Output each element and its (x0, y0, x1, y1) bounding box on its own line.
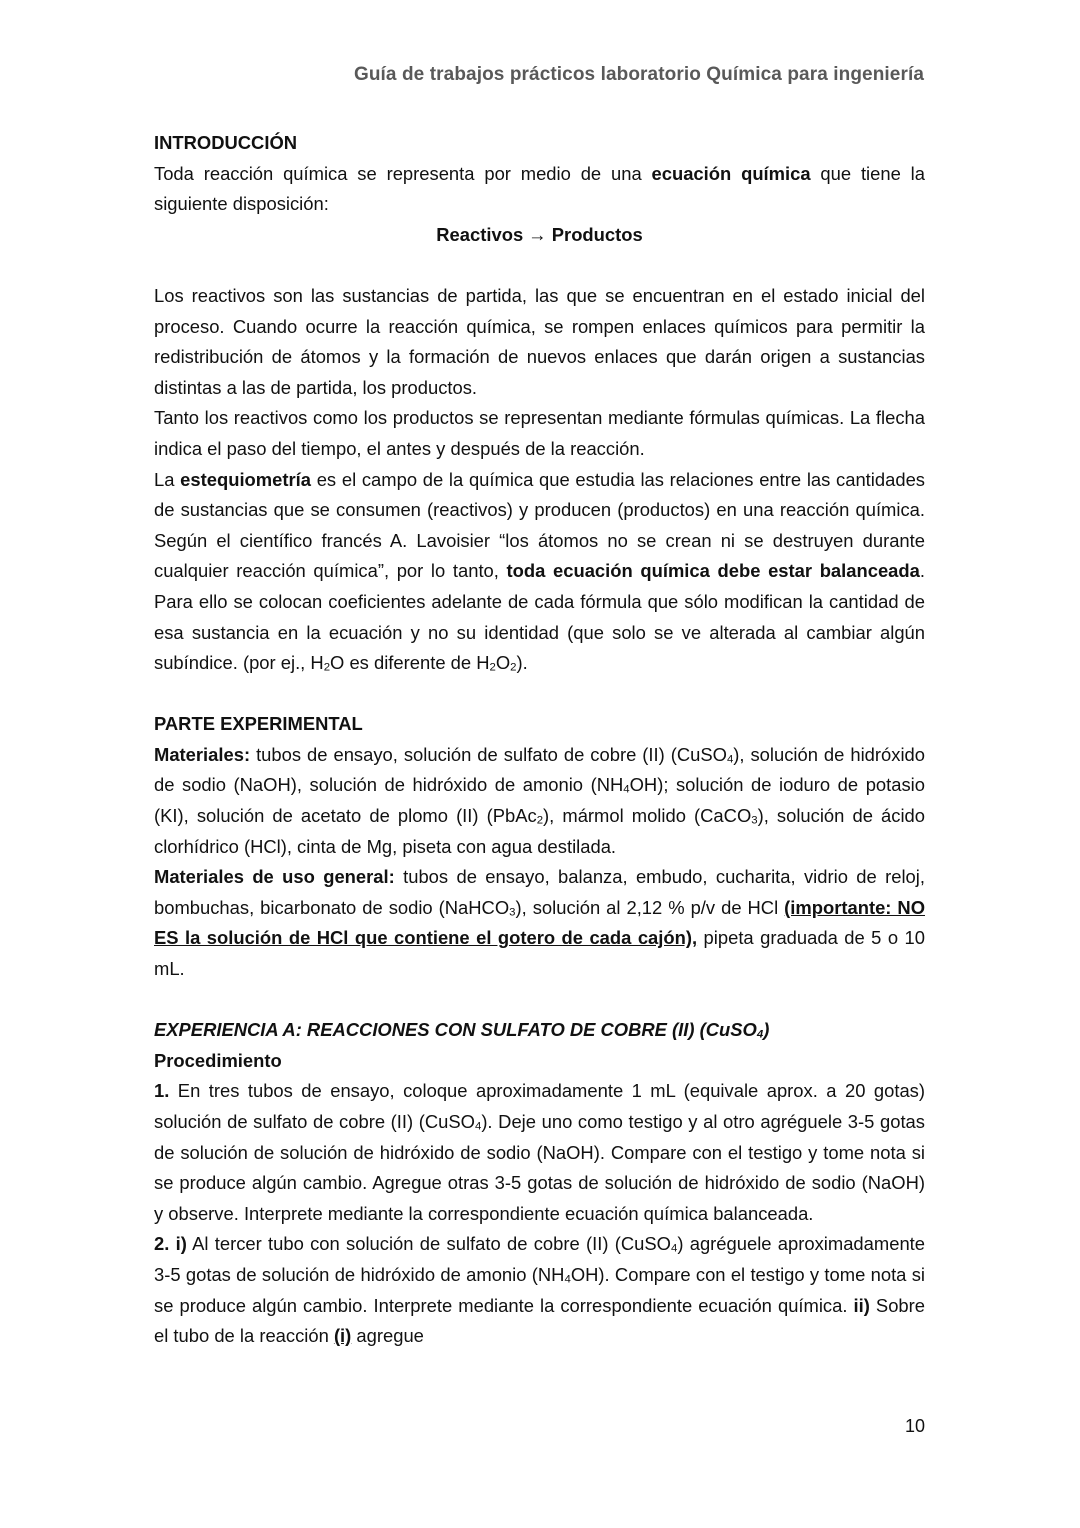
text-span: EXPERIENCIA A: REACCIONES CON SULFATO DE COBRE (II) (CuSO (154, 1019, 757, 1041)
subscript: 4 (623, 784, 630, 797)
text-span: ) agréguele aproximadamente 3-5 gotas de solución de hidróxido de amonio (NH (154, 1233, 926, 1285)
spacer (154, 985, 925, 1016)
text-span: OH). Compare con el testigo y tome nota si se produce algún cambio. Interprete mediante la correspondiente ecuación química. (154, 1263, 925, 1316)
intro-paragraph-2: Los reactivos son las sustancias de partida, las que se encuentran en el estado inicial del proceso. Cuando ocurre la reacción química, se rompen enlaces químicos para permitir la redistribución de átomos y la formación de nuevos enlaces que darán origen a sustancias distintas a las de partida, los productos. (154, 284, 925, 398)
step-number: 2. (154, 1233, 170, 1255)
subscript: 4 (756, 1028, 764, 1041)
subscript: 4 (564, 1273, 571, 1286)
intro-paragraph-4 (154, 465, 925, 679)
materiales-generales-paragraph (154, 862, 925, 984)
step-number: 1. (154, 1080, 170, 1102)
text-span: Toda reacción química se representa por medio de una (154, 162, 652, 184)
text-span: ), solución al 2,12 % p/v de HCl (515, 896, 785, 918)
text-span: En tres tubos de ensayo, coloque aproximadamente 1 mL (equivale aprox. a 20 gotas) solución de sulfato de cobre (II) (CuSO (154, 1080, 925, 1132)
subscript: 2 (323, 661, 331, 674)
reaction-equation: Reactivos → Productos (436, 223, 643, 245)
section-heading-introduccion: INTRODUCCIÓN (154, 132, 298, 153)
page-number: 10 (904, 1416, 925, 1436)
intro-paragraph-3: Tanto los reactivos como los productos se representan mediante fórmulas químicas. La flecha indica el paso del tiempo, el antes y después de la reacción. (154, 407, 925, 459)
text-span: Sobre el tubo de la reacción (154, 1294, 926, 1347)
text-span: tubos de ensayo, solución de sulfato de cobre (II) (CuSO (250, 743, 727, 765)
subscript: 4 (474, 1120, 482, 1133)
text-span: La (154, 468, 181, 490)
section-heading-experiencia-a (154, 1015, 925, 1046)
text-span: ), mármol molido (CaCO (543, 805, 752, 827)
subscript: 2 (510, 661, 517, 674)
subscript: 3 (751, 814, 758, 827)
reaction-reference: (i) (333, 1325, 352, 1347)
text-span: ). Deje uno como testigo y al otro agréguele 3-5 gotas de solución de solución de hidróxido de sodio (NaOH). Compare con el testigo y tome nota si se produce algún cambio. Agregue otras 3-5 gotas de solución de hidróxido de sodio (NaOH) y observe. Interprete mediante la correspondiente ecuación química balanceada. (154, 1111, 925, 1224)
text-span: que tiene la siguiente disposición: (154, 162, 925, 215)
text-span: OH); solución de ioduro de potasio (KI), solución de acetato de plomo (II) (PbAc (154, 774, 925, 827)
text-span: tubos de ensayo, balanza, embudo, cucharita, vidrio de reloj, bombuchas, bicarbonato de sodio (NaHCO (154, 866, 925, 918)
section-heading-parte-experimental: PARTE EXPERIMENTAL (154, 713, 363, 735)
intro-paragraph-1 (154, 159, 925, 220)
subheading-procedimiento: Procedimiento (154, 1049, 282, 1071)
bold-term-ecuacion-quimica: ecuación química (651, 162, 811, 184)
text-span: ) (763, 1019, 770, 1041)
procedure-step-2 (154, 1229, 925, 1351)
subscript: 3 (509, 906, 516, 919)
text-span: . Para ello se colocan coeficientes adelante de cada fórmula que sólo modifican la cantidad de esa sustancia en la ecuación y no su identidad (que solo se ve alterada al cambiar algún subíndice. (por ej., H (154, 560, 925, 674)
text-span: O (495, 652, 511, 674)
subscript: 2 (489, 661, 496, 674)
text-span: ), solución de ácido clorhídrico (HCl), cinta de Mg, piseta con agua destilada. (154, 805, 925, 857)
page-body (154, 128, 925, 1352)
subscript: 4 (726, 753, 734, 766)
substep-label-ii: ii) (853, 1294, 870, 1316)
text-span: ), solución de hidróxido de sodio (NaOH), solución de hidróxido de amonio (NH (154, 743, 925, 796)
subscript: 4 (670, 1243, 678, 1256)
materiales-paragraph (154, 740, 925, 862)
text-span: Al tercer tubo con solución de sulfato de cobre (II) (CuSO (186, 1233, 671, 1255)
text-span: pipeta graduada de 5 o 10 mL. (154, 927, 925, 980)
procedure-step-1 (154, 1076, 925, 1229)
spacer (154, 679, 925, 710)
text-span: agregue (351, 1325, 424, 1347)
substep-label-i: i) (169, 1233, 187, 1255)
materiales-label: Materiales: (154, 743, 251, 765)
spacer (154, 250, 925, 281)
text-span: O es diferente de H (330, 652, 490, 674)
materiales-generales-label: Materiales de uso general: (154, 866, 395, 888)
bold-term-estequiometria: estequiometría (180, 468, 311, 490)
text-span: ). (516, 652, 528, 674)
bold-statement-balanceada: toda ecuación química debe estar balanceada (506, 560, 920, 582)
important-warning: (importante: NO ES la solución de HCl que contiene el gotero de cada cajón), (154, 896, 925, 949)
subscript: 2 (536, 814, 544, 827)
running-header: Guía de trabajos prácticos laboratorio Química para ingeniería (353, 64, 924, 85)
text-span: es el campo de la química que estudia las relaciones entre las cantidades de sustancias que se consumen (reactivos) y producen (productos) en una reacción química. Según el científico francés A. Lavoisier “los átomos no se crean ni se destruyen durante cualquier reacción química”, por lo tanto, (154, 468, 925, 582)
